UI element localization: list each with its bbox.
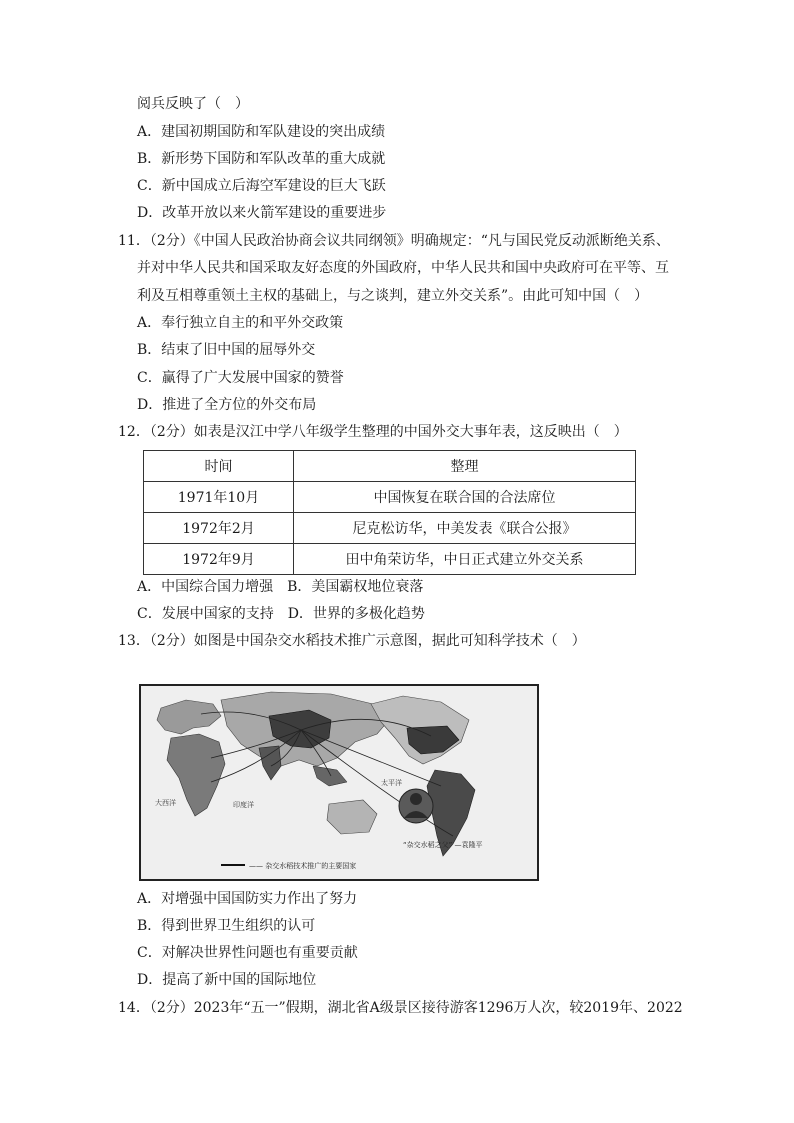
q13-option-c[interactable]: C．对解决世界性问题也有重要贡献 bbox=[137, 945, 358, 961]
map-legend: —— 杂交水稻技术推广的主要国家 bbox=[249, 862, 357, 870]
table-cell-event: 田中角荣访华，中日正式建立外交关系 bbox=[294, 544, 636, 575]
table-cell-time: 1971年10月 bbox=[144, 482, 294, 513]
table-row bbox=[144, 482, 636, 513]
q12-stem: 12．（2分）如表是汉江中学八年级学生整理的中国外交大事年表，这反映出（ ） bbox=[118, 424, 628, 440]
ocean-label-pacific: 太平洋 bbox=[381, 779, 402, 787]
q13-stem: 13．（2分）如图是中国杂交水稻技术推广示意图，据此可知科学技术（ ） bbox=[118, 633, 586, 649]
q11-stem-line-2: 并对中华人民共和国采取友好态度的外国政府，中华人民共和国中央政府可在平等、互 bbox=[137, 260, 669, 276]
table-header-row bbox=[144, 451, 636, 482]
q11-option-b[interactable]: B．结束了旧中国的屈辱外交 bbox=[137, 342, 316, 358]
table-row bbox=[144, 513, 636, 544]
q13-option-a[interactable]: A．对增强中国国防实力作出了努力 bbox=[137, 891, 358, 907]
q11-stem-line-3: 利及互相尊重领土主权的基础上，与之谈判，建立外交关系”。由此可知中国（ ） bbox=[137, 288, 649, 304]
q12-options-ab[interactable]: A．中国综合国力增强 B．美国霸权地位衰落 bbox=[137, 579, 424, 595]
q10-option-a[interactable]: A．建国初期国防和军队建设的突出成绩 bbox=[137, 124, 386, 140]
q14-stem: 14．（2分）2023年“五一”假期，湖北省A级景区接待游客1296万人次，较2019年、2022 bbox=[118, 1000, 683, 1016]
q10-option-b[interactable]: B．新形势下国防和军队改革的重大成就 bbox=[137, 151, 386, 167]
table-row bbox=[144, 544, 636, 575]
table-cell-time: 1972年2月 bbox=[144, 513, 294, 544]
q13-option-b[interactable]: B．得到世界卫生组织的认可 bbox=[137, 918, 316, 934]
ocean-label-indian: 印度洋 bbox=[233, 801, 254, 809]
q11-stem-line-1: 11．（2分）《中国人民政治协商会议共同纲领》明确规定：“凡与国民党反动派断绝关系、 bbox=[118, 233, 670, 249]
q10-option-d[interactable]: D．改革开放以来火箭军建设的重要进步 bbox=[137, 205, 387, 221]
table-cell-event: 尼克松访华，中美发表《联合公报》 bbox=[294, 513, 636, 544]
portrait-caption: “杂交水稻之父” —袁隆平 bbox=[403, 841, 483, 849]
world-map-graphic bbox=[141, 686, 537, 879]
hybrid-rice-map bbox=[139, 684, 539, 881]
ocean-label-atlantic: 大西洋 bbox=[155, 799, 176, 807]
table-cell-time: 1972年9月 bbox=[144, 544, 294, 575]
diplomacy-events-table bbox=[143, 450, 636, 575]
q10-stem-tail: 阅兵反映了（ ） bbox=[137, 96, 249, 112]
q11-option-c[interactable]: C．赢得了广大发展中国家的赞誉 bbox=[137, 370, 344, 386]
q10-option-c[interactable]: C．新中国成立后海空军建设的巨大飞跃 bbox=[137, 178, 386, 194]
table-header-event: 整理 bbox=[294, 451, 636, 482]
q11-option-a[interactable]: A．奉行独立自主的和平外交政策 bbox=[137, 315, 344, 331]
table-cell-event: 中国恢复在联合国的合法席位 bbox=[294, 482, 636, 513]
q13-option-d[interactable]: D．提高了新中国的国际地位 bbox=[137, 972, 317, 988]
table-header-time: 时间 bbox=[144, 451, 294, 482]
q11-option-d[interactable]: D．推进了全方位的外交布局 bbox=[137, 397, 317, 413]
q12-options-cd[interactable]: C．发展中国家的支持 D．世界的多极化趋势 bbox=[137, 606, 425, 622]
